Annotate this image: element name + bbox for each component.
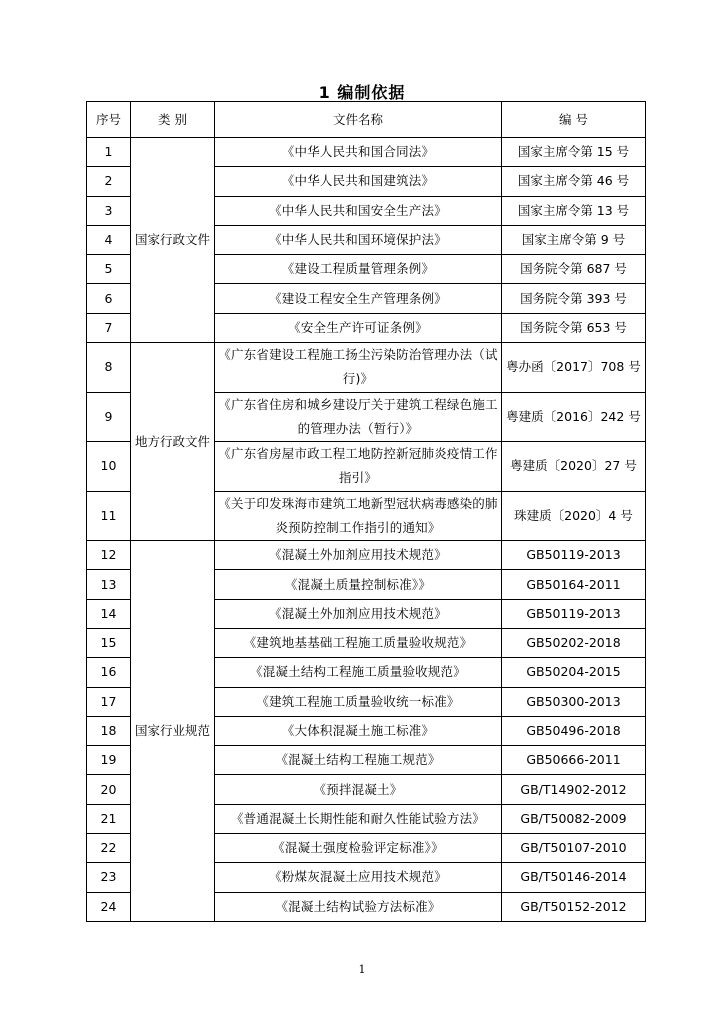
row-code: GB50300-2013 [502,687,646,716]
row-index: 20 [87,775,131,804]
row-index: 2 [87,167,131,196]
row-name: 《中华人民共和国环境保护法》 [215,225,502,254]
row-name: 《混凝土质量控制标准》》 [215,570,502,599]
row-code: GB50666-2011 [502,746,646,775]
row-code: 国务院令第 393 号 [502,284,646,313]
row-index: 5 [87,255,131,284]
row-code: 粤建质〔2020〕27 号 [502,442,646,492]
row-code: GB50164-2011 [502,570,646,599]
row-index: 7 [87,313,131,342]
row-code: GB50119-2013 [502,541,646,570]
row-code: 粤办函〔2017〕708 号 [502,343,646,393]
row-index: 4 [87,225,131,254]
row-index: 14 [87,599,131,628]
row-name: 《中华人民共和国建筑法》 [215,167,502,196]
row-code: 国务院令第 653 号 [502,313,646,342]
row-name: 《关于印发珠海市建筑工地新型冠状病毒感染的肺炎预防控制工作指引的通知》 [215,491,502,541]
table-row [87,343,646,393]
category-national-admin: 国家行政文件 [131,138,215,343]
page-number: 1 [358,963,366,976]
row-name: 《建设工程质量管理条例》 [215,255,502,284]
row-name: 《混凝土结构工程施工规范》 [215,746,502,775]
row-index: 22 [87,834,131,863]
row-name: 《大体积混凝土施工标准》 [215,716,502,745]
row-code: 珠建质〔2020〕4 号 [502,491,646,541]
row-index: 21 [87,804,131,833]
row-code: 国家主席令第 9 号 [502,225,646,254]
row-index: 8 [87,343,131,393]
row-name: 《普通混凝土长期性能和耐久性能试验方法》 [215,804,502,833]
row-code: GB50496-2018 [502,716,646,745]
row-code: 国家主席令第 13 号 [502,196,646,225]
row-index: 15 [87,628,131,657]
row-code: GB/T50146-2014 [502,863,646,892]
row-index: 24 [87,892,131,921]
row-name: 《建筑地基基础工程施工质量验收规范》 [215,628,502,657]
row-code: GB/T50152-2012 [502,892,646,921]
row-index: 13 [87,570,131,599]
category-local-admin: 地方行政文件 [131,343,215,541]
row-index: 3 [87,196,131,225]
row-name: 《混凝土强度检验评定标准》》 [215,834,502,863]
basis-table [86,101,646,922]
row-name: 《混凝土外加剂应用技术规范》 [215,541,502,570]
row-name: 《安全生产许可证条例》 [215,313,502,342]
table-row [87,138,646,167]
row-index: 6 [87,284,131,313]
row-index: 1 [87,138,131,167]
row-name: 《混凝土结构工程施工质量验收规范》 [215,658,502,687]
section-title: 1 编制依据 [318,83,406,102]
row-name: 《预拌混凝土》 [215,775,502,804]
row-code: GB50119-2013 [502,599,646,628]
row-index: 11 [87,491,131,541]
row-index: 23 [87,863,131,892]
row-name: 《混凝土结构试验方法标准》 [215,892,502,921]
row-name: 《广东省建设工程施工扬尘污染防治管理办法（试行)》 [215,343,502,393]
table-row [87,541,646,570]
row-code: 国务院令第 687 号 [502,255,646,284]
row-code: 粤建质〔2016〕242 号 [502,392,646,442]
row-code: GB50204-2015 [502,658,646,687]
header-name: 文件名称 [215,102,502,138]
row-code: GB/T50082-2009 [502,804,646,833]
row-code: 国家主席令第 46 号 [502,167,646,196]
row-index: 9 [87,392,131,442]
row-code: 国家主席令第 15 号 [502,138,646,167]
row-index: 12 [87,541,131,570]
header-index: 序号 [87,102,131,138]
row-name: 《混凝土外加剂应用技术规范》 [215,599,502,628]
category-industry: 国家行业规范 [131,541,215,922]
header-code: 编 号 [502,102,646,138]
row-index: 16 [87,658,131,687]
row-code: GB50202-2018 [502,628,646,657]
row-index: 17 [87,687,131,716]
row-index: 19 [87,746,131,775]
row-name: 《建筑工程施工质量验收统一标准》 [215,687,502,716]
row-index: 10 [87,442,131,492]
row-name: 《中华人民共和国安全生产法》 [215,196,502,225]
row-code: GB/T50107-2010 [502,834,646,863]
row-name: 《建设工程安全生产管理条例》 [215,284,502,313]
table-header-row [87,102,646,138]
row-name: 《粉煤灰混凝土应用技术规范》 [215,863,502,892]
row-name: 《中华人民共和国合同法》 [215,138,502,167]
row-code: GB/T14902-2012 [502,775,646,804]
row-name: 《广东省房屋市政工程工地防控新冠肺炎疫情工作指引》 [215,442,502,492]
row-name: 《广东省住房和城乡建设厅关于建筑工程绿色施工的管理办法（暂行）》 [215,392,502,442]
header-category: 类 别 [131,102,215,138]
row-index: 18 [87,716,131,745]
